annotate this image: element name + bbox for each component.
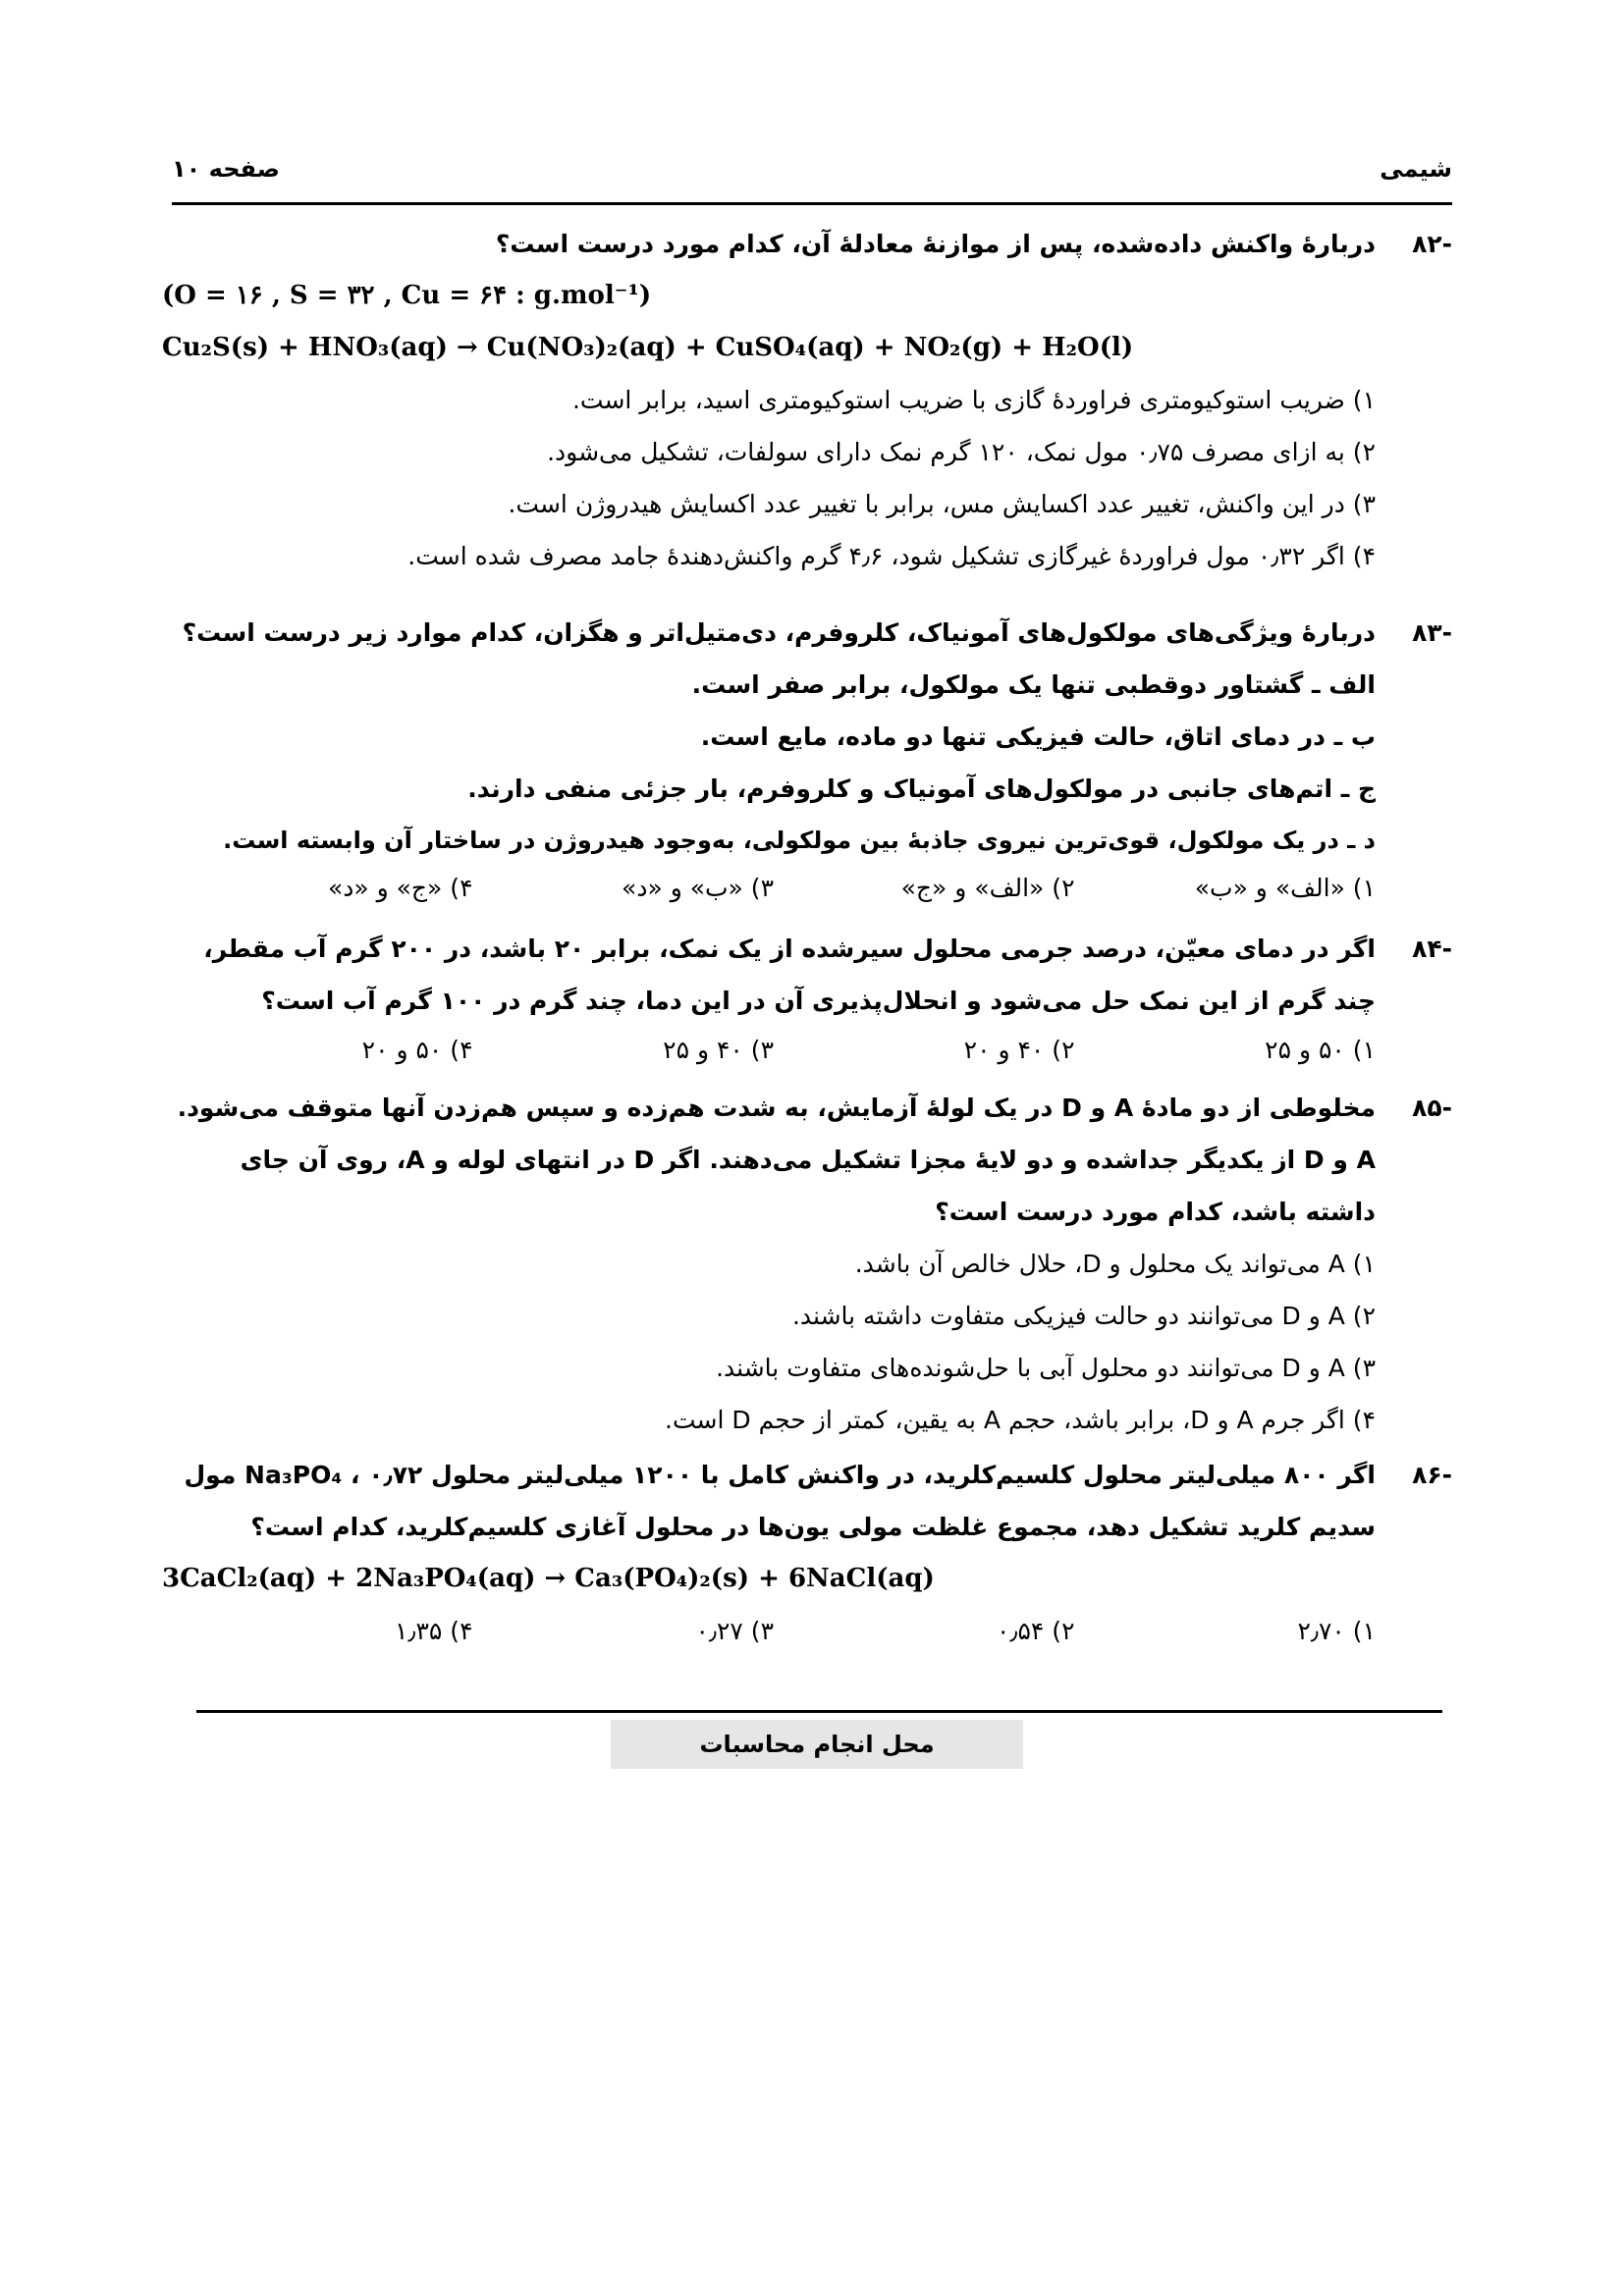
reaction-equation: 3CaCl₂(aq) + 2Na₃PO₄(aq) → Ca₃(PO₄)₂(s) + 6NaCl(aq) bbox=[162, 1564, 935, 1593]
statement-dal: د ـ در یک مولکول، قوی‌ترین نیروی جاذبهٔ بین مولکولی، به‌وجود هیدروژن در ساختار آن وابسته است. bbox=[223, 827, 1376, 854]
question-number: -۸۶ bbox=[1412, 1461, 1452, 1489]
option-1[interactable]: ۱) ۲٫۷۰ bbox=[1297, 1617, 1376, 1645]
page-number: صفحه ۱۰ bbox=[172, 155, 280, 183]
options-row bbox=[162, 1605, 1376, 1657]
option-1[interactable]: ۱) A می‌تواند یک محلول و D، حلال خالص آن باشد. bbox=[854, 1250, 1376, 1278]
options-row bbox=[162, 867, 1376, 910]
question-number: -۸۵ bbox=[1412, 1094, 1452, 1122]
option-4[interactable]: ۴) اگر ۰٫۳۲ مول فراوردهٔ غیرگازی تشکیل شود، ۴٫۶ گرم واکنش‌دهندهٔ جامد مصرف شده است. bbox=[407, 542, 1376, 570]
page-header bbox=[172, 147, 1452, 200]
header-divider bbox=[172, 202, 1452, 205]
molar-masses: (O = ۱۶ , S = ۳۲ , Cu = ۶۴ : g.mol⁻¹) bbox=[162, 281, 652, 310]
question-number: -۸۴ bbox=[1412, 934, 1452, 963]
question-stem: مخلوطی از دو مادهٔ A و D در یک لولهٔ آزمایش، به شدت هم‌زده و سپس هم‌زدن آنها متوقف می‌شود. A و D از یکدیگر جداشده و دو لایهٔ مجزا تشکیل می‌دهند. اگر D در انتهای لوله و A، روی آن جای داشته باشد، کدام مورد درست است؟ bbox=[177, 1094, 1376, 1226]
question-stem: اگر در دمای معیّن، درصد جرمی محلول سیرشده از یک نمک، برابر ۲۰ باشد، در ۲۰۰ گرم آب مقطر، چند گرم از این نمک حل می‌شود و انحلال‌پذیری آن در این دما، چند گرم در ۱۰۰ گرم آب است؟ bbox=[203, 934, 1376, 1015]
question-number: -۸۳ bbox=[1412, 618, 1452, 647]
question-83 bbox=[162, 607, 1452, 910]
question-number: -۸۲ bbox=[1412, 230, 1452, 258]
statement-alef: الف ـ گشتاور دوقطبی تنها یک مولکول، برابر صفر است. bbox=[691, 670, 1376, 699]
question-stem: اگر ۸۰۰ میلی‌لیتر محلول کلسیم‌کلرید، در واکنش کامل با ۱۲۰۰ میلی‌لیتر محلول Na₃PO₄ ، ۰٫۷۲ مول سدیم کلرید تشکیل دهد، مجموع غلظت مولی یون‌ها در محلول آغازی کلسیم‌کلرید، کدام است؟ bbox=[184, 1461, 1376, 1541]
question-stem: دربارهٔ واکنش داده‌شده، پس از موازنهٔ معادلهٔ آن، کدام مورد درست است؟ bbox=[495, 230, 1376, 258]
option-1[interactable]: ۱) ضریب استوکیومتری فراوردهٔ گازی با ضریب استوکیومتری اسید، برابر است. bbox=[571, 386, 1376, 414]
option-3[interactable]: ۳) ۴۰ و ۲۵ bbox=[663, 1036, 774, 1064]
option-3[interactable]: ۳) در این واکنش، تغییر عدد اکسایش مس، برابر با تغییر عدد اکسایش هیدروژن است. bbox=[508, 490, 1376, 518]
option-4[interactable]: ۴) ۱٫۳۵ bbox=[394, 1617, 473, 1645]
option-2[interactable]: ۲) ۴۰ و ۲۰ bbox=[963, 1036, 1075, 1064]
question-86 bbox=[162, 1449, 1452, 1657]
question-84 bbox=[162, 923, 1452, 1074]
options-row bbox=[162, 1027, 1376, 1074]
footer-divider bbox=[196, 1710, 1442, 1713]
option-4[interactable]: ۴) «ج» و «د» bbox=[327, 874, 473, 902]
question-82 bbox=[162, 218, 1452, 582]
question-85 bbox=[162, 1082, 1452, 1446]
option-3[interactable]: ۳) ۰٫۲۷ bbox=[695, 1617, 774, 1645]
statement-jim: ج ـ اتم‌های جانبی در مولکول‌های آمونیاک و کلروفرم، بار جزئی منفی دارند. bbox=[467, 774, 1376, 803]
option-2[interactable]: ۲) ۰٫۵۴ bbox=[996, 1617, 1075, 1645]
option-2[interactable]: ۲) «الف» و «ج» bbox=[900, 874, 1075, 902]
reaction-equation: Cu₂S(s) + HNO₃(aq) → Cu(NO₃)₂(aq) + CuSO₄(aq) + NO₂(g) + H₂O(l) bbox=[162, 333, 1134, 362]
option-1[interactable]: ۱) «الف» و «ب» bbox=[1194, 874, 1376, 902]
option-4[interactable]: ۴) اگر جرم A و D، برابر باشد، حجم A به یقین، کمتر از حجم D است. bbox=[665, 1406, 1376, 1434]
calculation-area-label: محل انجام محاسبات bbox=[611, 1720, 1023, 1769]
option-3[interactable]: ۳) A و D می‌توانند دو محلول آبی با حل‌شونده‌های متفاوت باشند. bbox=[716, 1354, 1376, 1382]
option-2[interactable]: ۲) به ازای مصرف ۰٫۷۵ مول نمک، ۱۲۰ گرم نمک دارای سولفات، تشکیل می‌شود. bbox=[547, 438, 1376, 466]
option-2[interactable]: ۲) A و D می‌توانند دو حالت فیزیکی متفاوت داشته باشند. bbox=[791, 1302, 1376, 1330]
subject-title: شیمی bbox=[1380, 155, 1452, 183]
statement-be: ب ـ در دمای اتاق، حالت فیزیکی تنها دو ماده، مایع است. bbox=[700, 722, 1376, 751]
option-4[interactable]: ۴) ۵۰ و ۲۰ bbox=[361, 1036, 473, 1064]
option-3[interactable]: ۳) «ب» و «د» bbox=[622, 874, 774, 902]
question-stem: دربارهٔ ویژگی‌های مولکول‌های آمونیاک، کلروفرم، دی‌متیل‌اتر و هگزان، کدام موارد زیر درست است؟ bbox=[182, 618, 1376, 647]
option-1[interactable]: ۱) ۵۰ و ۲۵ bbox=[1265, 1036, 1376, 1064]
